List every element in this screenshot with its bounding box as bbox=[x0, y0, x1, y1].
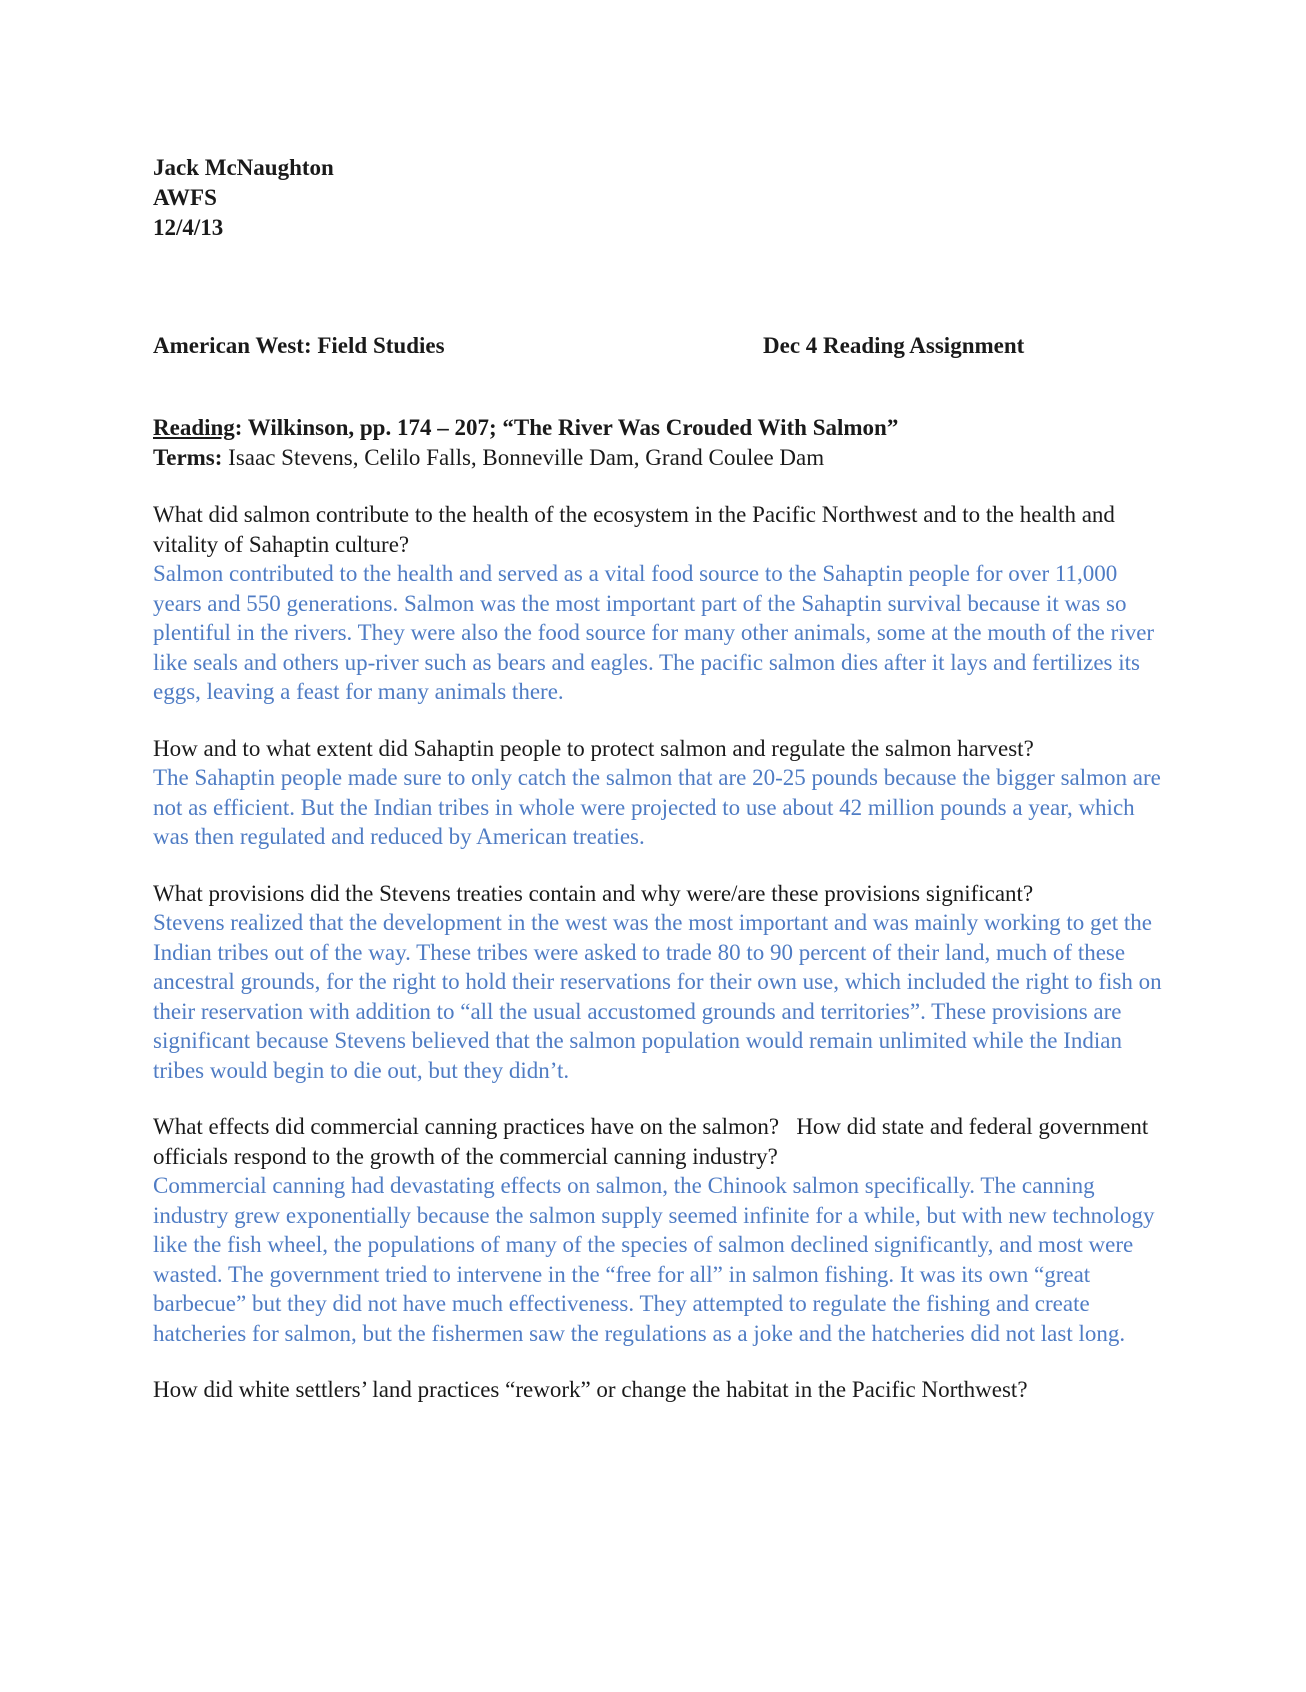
question-2: How and to what extent did Sahaptin people to protect salmon and regulate the salmon harvest? bbox=[153, 735, 1034, 761]
course-code: AWFS bbox=[153, 185, 217, 210]
qa-block-4 bbox=[153, 1112, 1163, 1348]
answer-2: The Sahaptin people made sure to only catch the salmon that are 20-25 pounds because the bigger salmon are not as efficient. But the Indian tribes in whole were projected to use about 42 million pounds a year, which was then regulated and reduced by American treaties. bbox=[153, 765, 1161, 849]
question-5: How did white settlers’ land practices “rework” or change the habitat in the Pacific Northwest? bbox=[153, 1377, 1028, 1402]
terms-label: Terms: bbox=[153, 445, 223, 470]
question-4: What effects did commercial canning practices have on the salmon? How did state and federal government officials respond to the growth of the commercial canning industry? bbox=[153, 1114, 1154, 1169]
answer-3: Stevens realized that the development in the west was the most important and was mainly working to get the Indian tribes out of the way. These tribes were asked to trade 80 to 90 percent of their land, much of these ancestral grounds, for the right to hold their reservations for their own use, which included the right to fish on their reservation with addition to “all the usual accustomed grounds and territories”. These provisions are significant because Stevens believed that the salmon population would remain unlimited while the Indian tribes would begin to die out, but they didn’t. bbox=[153, 910, 1162, 1083]
question-1: What did salmon contribute to the health of the ecosystem in the Pacific Northwest and to the health and vitality of Sahaptin culture? bbox=[153, 502, 1115, 557]
course-title: American West: Field Studies bbox=[153, 333, 445, 358]
question-3: What provisions did the Stevens treaties contain and why were/are these provisions significant? bbox=[153, 880, 1034, 906]
qa-block-1 bbox=[153, 500, 1163, 707]
reading-label: Reading bbox=[153, 415, 235, 440]
terms-text: Isaac Stevens, Celilo Falls, Bonneville Dam, Grand Coulee Dam bbox=[222, 445, 825, 470]
course-title-row bbox=[153, 331, 1163, 361]
answer-1: Salmon contributed to the health and served as a vital food source to the Sahaptin people for over 11,000 years and 550 generations. Salmon was the most important part of the Sahaptin survival because it was so plentiful in the rivers. They were also the food source for many other animals, some at the mouth of the river like seals and others up-river such as bears and eagles. The pacific salmon dies after it lays and fertilizes its eggs, leaving a feast for many animals there. bbox=[153, 561, 1155, 704]
reading-line bbox=[153, 413, 1163, 443]
document-date: 12/4/13 bbox=[153, 215, 224, 240]
qa-block-3 bbox=[153, 879, 1163, 1086]
reading-text: : Wilkinson, pp. 174 – 207; “The River Was Crouded With Salmon” bbox=[234, 415, 899, 440]
assignment-title: Dec 4 Reading Assignment bbox=[763, 333, 1025, 358]
terms-line bbox=[153, 443, 1163, 473]
answer-4: Commercial canning had devastating effects on salmon, the Chinook salmon specifically. The canning industry grew exponentially because the salmon supply seemed infinite for a while, but with new technology like the fish wheel, the populations of many of the species of salmon declined significantly, and most were wasted. The government tried to intervene in the “free for all” in salmon fishing. It was its own “great barbecue” but they did not have much effectiveness. They attempted to regulate the fishing and create hatcheries for salmon, but the fishermen saw the regulations as a joke and the hatcheries did not last long. bbox=[153, 1173, 1155, 1346]
author-name: Jack McNaughton bbox=[153, 155, 334, 180]
document-page bbox=[153, 153, 1163, 1405]
author-header bbox=[153, 153, 1163, 243]
qa-block-2 bbox=[153, 734, 1163, 852]
